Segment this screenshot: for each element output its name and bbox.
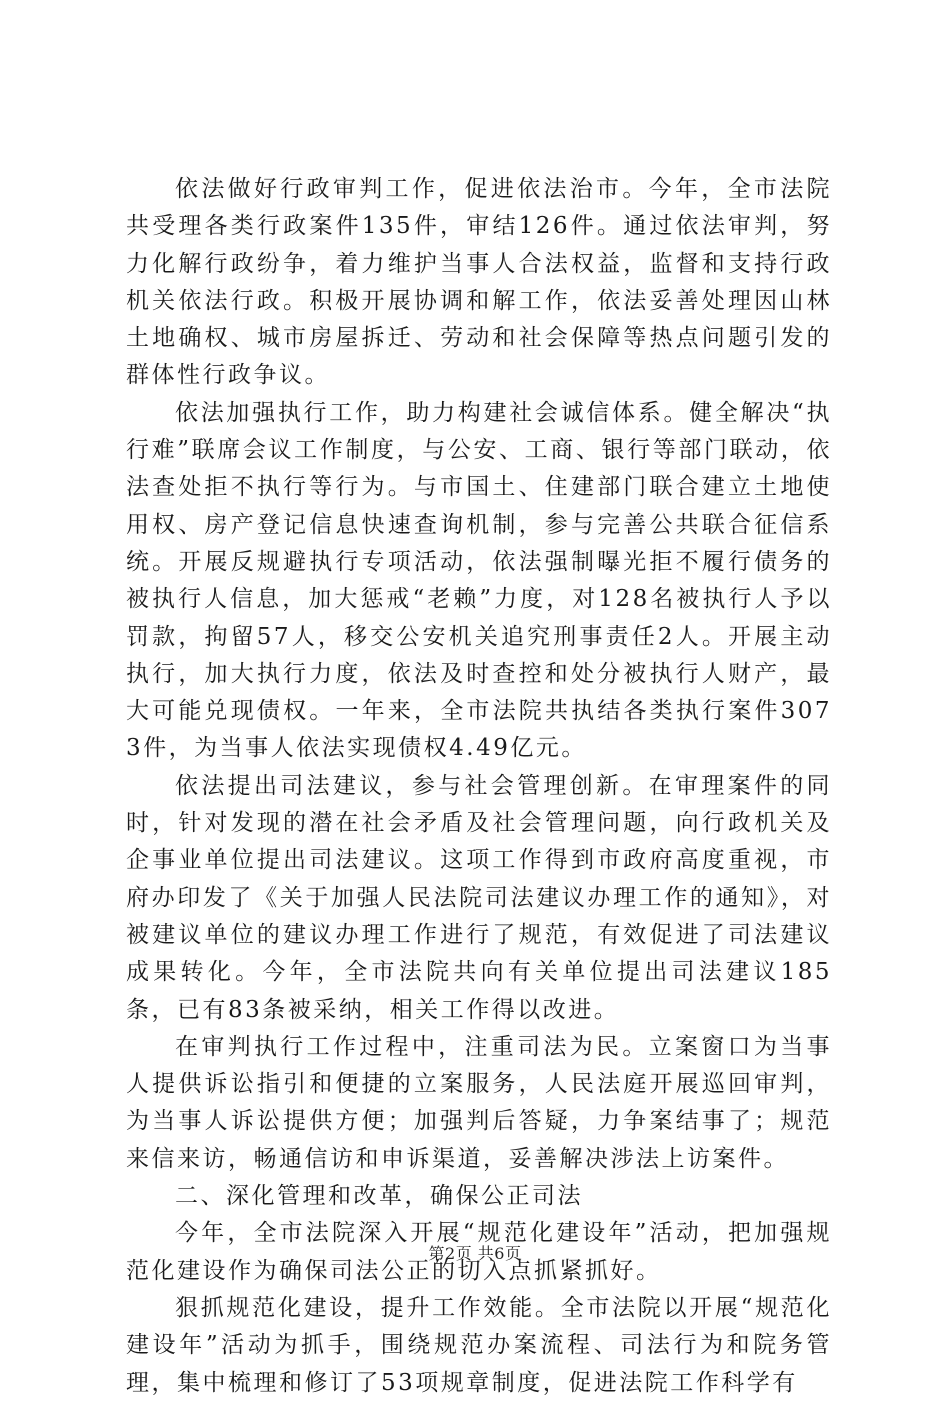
paragraph-standardization-efficiency: 狠抓规范化建设，提升工作效能。全市法院以开展“规范化建设年”活动为抓手，围绕规范办案流程、司法行为和院务管理，集中梳理和修订了53项规章制度，促进法院工作科学有 [126, 1294, 832, 1396]
section-heading-two: 二、深化管理和改革，确保公正司法 [175, 1183, 583, 1210]
paragraph-standardization-year: 今年，全市法院深入开展“规范化建设年”活动，把加强规范化建设作为确保司法公正的切入点抓紧抓好。 [126, 1220, 832, 1284]
paragraph-serving-the-people: 在审判执行工作过程中，注重司法为民。立案窗口为当事人提供诉讼指引和便捷的立案服务，人民法庭开展巡回审判，为当事人诉讼提供方便；加强判后答疑，力争案结事了；规范来信来访，畅通信访和申诉渠道，妥善解决涉法上访案件。 [126, 1033, 832, 1172]
page-footer: 第2页 共6页 [428, 1244, 522, 1263]
paragraph-enforcement-work: 依法加强执行工作，助力构建社会诚信体系。健全解决“执行难”联席会议工作制度，与公安、工商、银行等部门联动，依法查处拒不执行等行为。与市国土、住建部门联合建立土地使用权、房产登记信息快速查询机制，参与完善公共联合征信系统。开展反规避执行专项活动，依法强制曝光拒不履行债务的被执行人信息，加大惩戒“老赖”力度，对128名被执行人予以罚款，拘留57人，移交公安机关追究刑事责任2人。开展主动执行，加大执行力度，依法及时查控和处分被执行人财产，最大可能兑现债权。一年来，全市法院共执结各类执行案件3073件，为当事人依法实现债权4.49亿元。 [126, 399, 832, 762]
paragraph-judicial-suggestions: 依法提出司法建议，参与社会管理创新。在审理案件的同时，针对发现的潜在社会矛盾及社会管理问题，向行政机关及企事业单位提出司法建议。这项工作得到市政府高度重视，市府办印发了《关于加强人民法院司法建议办理工作的通知》，对被建议单位的建议办理工作进行了规范，有效促进了司法建议成果转化。今年，全市法院共向有关单位提出司法建议185条，已有83条被采纳，相关工作得以改进。 [126, 772, 832, 1023]
document-body [126, 171, 832, 1402]
paragraph-administrative-trials: 依法做好行政审判工作，促进依法治市。今年，全市法院共受理各类行政案件135件，审结126件。通过依法审判，努力化解行政纷争，着力维护当事人合法权益，监督和支持行政机关依法行政。积极开展协调和解工作，依法妥善处理因山林土地确权、城市房屋拆迁、劳动和社会保障等热点问题引发的群体性行政争议。 [126, 176, 832, 389]
